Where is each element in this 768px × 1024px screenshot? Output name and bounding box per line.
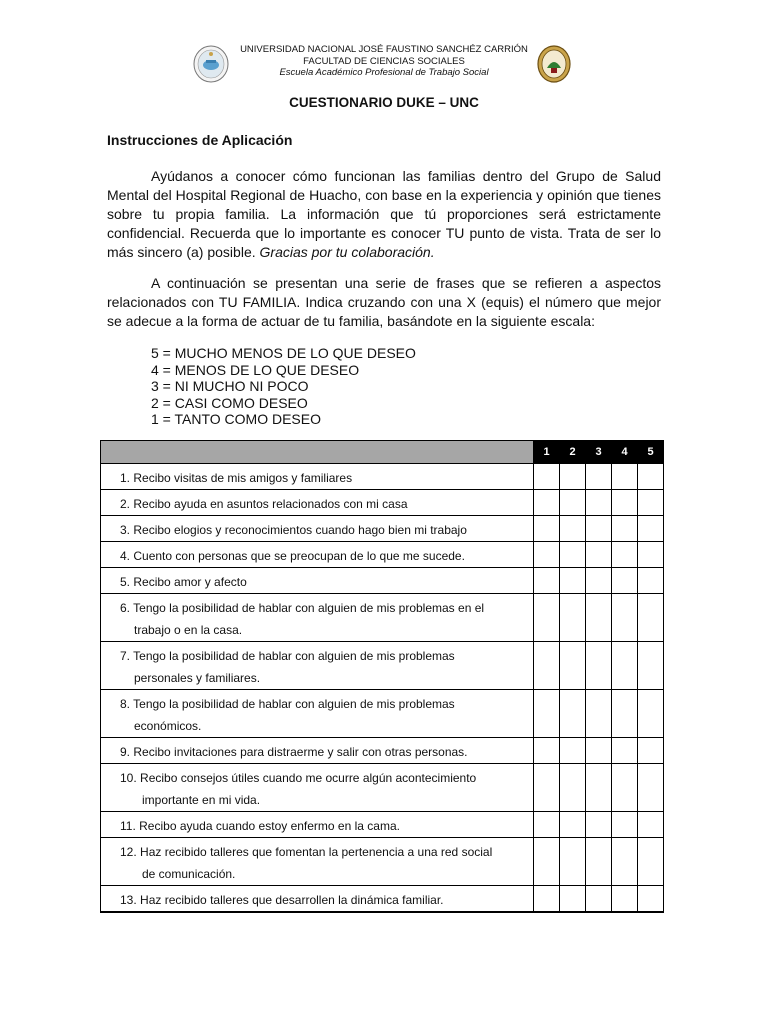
- question-line: [120, 597, 533, 619]
- column-header-4: 4: [612, 441, 638, 464]
- answer-cell-4[interactable]: [612, 490, 638, 516]
- answer-cell-5[interactable]: [638, 568, 664, 594]
- question-number: 2.: [120, 497, 131, 511]
- instructions-paragraph-2: [107, 274, 661, 331]
- question-line-1: Recibo ayuda en asuntos relacionados con mi casa: [133, 497, 408, 511]
- answer-cell-1[interactable]: [534, 490, 560, 516]
- question-line-2: económicos.: [134, 719, 202, 733]
- question-number: 13.: [120, 893, 137, 907]
- rating-scale: [151, 345, 416, 428]
- answer-cell-4[interactable]: [612, 516, 638, 542]
- school-name: Escuela Académico Profesional de Trabajo Social: [279, 67, 489, 78]
- table-row: [101, 764, 664, 812]
- table-row: [101, 738, 664, 764]
- answer-cell-4[interactable]: [612, 568, 638, 594]
- question-line: [120, 571, 533, 593]
- answer-cell-4[interactable]: [612, 886, 638, 913]
- question-cell: [101, 464, 534, 490]
- question-text: [101, 764, 533, 811]
- table-header-row: [101, 441, 664, 464]
- answer-cell-3[interactable]: [586, 738, 612, 764]
- question-text: [101, 690, 533, 737]
- question-number: 4.: [120, 549, 131, 563]
- answer-cell-3[interactable]: [586, 764, 612, 812]
- answer-cell-4[interactable]: [612, 642, 638, 690]
- answer-cell-4[interactable]: [612, 690, 638, 738]
- answer-cell-2[interactable]: [560, 594, 586, 642]
- scale-item: 2 = CASI COMO DESEO: [151, 394, 308, 411]
- question-line: [120, 741, 533, 763]
- question-line-2: de comunicación.: [142, 867, 236, 881]
- answer-cell-5[interactable]: [638, 516, 664, 542]
- answer-cell-5[interactable]: [638, 464, 664, 490]
- answer-cell-1[interactable]: [534, 812, 560, 838]
- paragraph-1-text: Ayúdanos a conocer cómo funcionan las familias dentro del Grupo de Salud Mental del Hospital Regional de Huacho, con base en la experiencia y opinión que tienes sobre tu propia familia. La información que tú proporciones será estrictamente confidencial. Recuerda que lo importante es conocer TU punto de vista. Trata de ser lo más sincero (a) posible.: [107, 168, 661, 260]
- instructions-paragraph-1: [107, 167, 661, 262]
- question-number: 11.: [120, 819, 136, 833]
- answer-cell-5[interactable]: [638, 490, 664, 516]
- question-line: [120, 467, 533, 489]
- answer-cell-3[interactable]: [586, 594, 612, 642]
- answer-cell-2[interactable]: [560, 812, 586, 838]
- table-row: [101, 490, 664, 516]
- university-name: UNIVERSIDAD NACIONAL JOSÉ FAUSTINO SANCHÉZ CARRIÓN: [240, 44, 528, 55]
- table-row: [101, 642, 664, 690]
- table-row: [101, 838, 664, 886]
- answer-cell-2[interactable]: [560, 568, 586, 594]
- question-line-2: importante en mi vida.: [142, 793, 261, 807]
- answer-cell-1[interactable]: [534, 542, 560, 568]
- answer-cell-4[interactable]: [612, 594, 638, 642]
- answer-cell-2[interactable]: [560, 764, 586, 812]
- question-cell: [101, 642, 534, 690]
- question-text: [101, 812, 533, 837]
- answer-cell-2[interactable]: [560, 642, 586, 690]
- answer-cell-5[interactable]: [638, 738, 664, 764]
- question-line-1: Tengo la posibilidad de hablar con alguien de mis problemas: [133, 697, 455, 711]
- question-number: 7.: [120, 649, 131, 663]
- table-row: [101, 812, 664, 838]
- answer-cell-2[interactable]: [560, 464, 586, 490]
- question-line: [120, 545, 533, 567]
- question-line: [120, 889, 533, 911]
- question-line: [120, 519, 533, 541]
- column-header-1: 1: [534, 441, 560, 464]
- scale-item: 4 = MENOS DE LO QUE DESEO: [151, 361, 360, 378]
- table-row: [101, 568, 664, 594]
- question-text: [101, 490, 533, 515]
- question-cell: [101, 886, 534, 913]
- question-line-1: Haz recibido talleres que desarrollen la dinámica familiar.: [140, 893, 444, 907]
- question-line-1: Haz recibido talleres que fomentan la pertenencia a una red social: [140, 845, 493, 859]
- answer-cell-2[interactable]: [560, 738, 586, 764]
- answer-cell-1[interactable]: [534, 690, 560, 738]
- question-line: [120, 815, 533, 837]
- answer-cell-3[interactable]: [586, 642, 612, 690]
- table-row: [101, 542, 664, 568]
- question-line-2: trabajo o en la casa.: [134, 623, 243, 637]
- answer-cell-1[interactable]: [534, 886, 560, 913]
- question-line: [120, 767, 533, 789]
- answer-cell-3[interactable]: [586, 812, 612, 838]
- answer-cell-3[interactable]: [586, 568, 612, 594]
- question-line: [120, 645, 533, 667]
- answer-cell-3[interactable]: [586, 838, 612, 886]
- question-number: 12.: [120, 845, 137, 859]
- question-cell: [101, 764, 534, 812]
- question-line-1: Recibo ayuda cuando estoy enfermo en la cama.: [139, 819, 400, 833]
- question-number: 5.: [120, 575, 131, 589]
- faculty-name: FACULTAD DE CIENCIAS SOCIALES: [303, 55, 465, 67]
- table-row: [101, 464, 664, 490]
- answer-cell-3[interactable]: [586, 516, 612, 542]
- question-line-1: Tengo la posibilidad de hablar con alguien de mis problemas en el: [133, 601, 485, 615]
- question-cell: [101, 594, 534, 642]
- section-title: Instrucciones de Aplicación: [107, 132, 293, 148]
- answer-cell-4[interactable]: [612, 738, 638, 764]
- question-line-1: Recibo visitas de mis amigos y familiares: [133, 471, 353, 485]
- answer-cell-5[interactable]: [638, 690, 664, 738]
- answer-cell-2[interactable]: [560, 516, 586, 542]
- question-number: 3.: [120, 523, 131, 537]
- question-line: [120, 841, 533, 863]
- answer-cell-5[interactable]: [638, 838, 664, 886]
- answer-cell-5[interactable]: [638, 642, 664, 690]
- answer-cell-2[interactable]: [560, 490, 586, 516]
- column-header-3: 3: [586, 441, 612, 464]
- question-text: [101, 464, 533, 489]
- answer-cell-4[interactable]: [612, 764, 638, 812]
- answer-cell-1[interactable]: [534, 642, 560, 690]
- question-text: [101, 838, 533, 885]
- question-text: [101, 886, 533, 911]
- question-line-1: Recibo amor y afecto: [133, 575, 247, 589]
- question-line-1: Tengo la posibilidad de hablar con alguien de mis problemas: [133, 649, 455, 663]
- answer-cell-5[interactable]: [638, 542, 664, 568]
- answer-cell-2[interactable]: [560, 886, 586, 913]
- answer-cell-5[interactable]: [638, 594, 664, 642]
- question-line: [120, 493, 533, 515]
- answer-cell-2[interactable]: [560, 542, 586, 568]
- table-row: [101, 594, 664, 642]
- question-text: [101, 642, 533, 689]
- scale-item: 5 = MUCHO MENOS DE LO QUE DESEO: [151, 345, 416, 361]
- question-cell: [101, 690, 534, 738]
- question-line-1: Recibo elogios y reconocimientos cuando hago bien mi trabajo: [133, 523, 467, 537]
- table-row: [101, 886, 664, 913]
- question-line-1: Recibo consejos útiles cuando me ocurre algún acontecimiento: [140, 771, 477, 785]
- header-blank-cell: [101, 441, 534, 464]
- question-text: [101, 516, 533, 541]
- answer-cell-3[interactable]: [586, 490, 612, 516]
- scale-item: 1 = TANTO COMO DESEO: [151, 411, 321, 427]
- answer-cell-3[interactable]: [586, 542, 612, 568]
- question-cell: [101, 568, 534, 594]
- question-cell: [101, 738, 534, 764]
- answer-cell-3[interactable]: [586, 690, 612, 738]
- question-text: [101, 542, 533, 567]
- answer-cell-4[interactable]: [612, 838, 638, 886]
- answer-cell-4[interactable]: [612, 464, 638, 490]
- question-number: 9.: [120, 745, 131, 759]
- answer-cell-4[interactable]: [612, 542, 638, 568]
- question-cell: [101, 838, 534, 886]
- question-number: 6.: [120, 601, 131, 615]
- question-text: [101, 738, 533, 763]
- question-line-1: Cuento con personas que se preocupan de lo que me sucede.: [133, 549, 465, 563]
- questionnaire-table: [100, 440, 664, 913]
- answer-cell-1[interactable]: [534, 838, 560, 886]
- scale-item: 3 = NI MUCHO NI POCO: [151, 378, 309, 394]
- answer-cell-1[interactable]: [534, 516, 560, 542]
- table-row: [101, 690, 664, 738]
- answer-cell-4[interactable]: [612, 812, 638, 838]
- question-text: [101, 568, 533, 593]
- question-cell: [101, 542, 534, 568]
- answer-cell-2[interactable]: [560, 838, 586, 886]
- answer-cell-1[interactable]: [534, 464, 560, 490]
- column-header-2: 2: [560, 441, 586, 464]
- answer-cell-1[interactable]: [534, 764, 560, 812]
- question-cell: [101, 812, 534, 838]
- paragraph-1-closing: Gracias por tu colaboración.: [259, 244, 435, 260]
- question-number: 10.: [120, 771, 137, 785]
- question-cell: [101, 516, 534, 542]
- document-header: [0, 44, 768, 79]
- answer-cell-3[interactable]: [586, 886, 612, 913]
- question-cell: [101, 490, 534, 516]
- answer-cell-1[interactable]: [534, 738, 560, 764]
- answer-cell-5[interactable]: [638, 812, 664, 838]
- document-title: CUESTIONARIO DUKE – UNC: [289, 95, 479, 110]
- answer-cell-1[interactable]: [534, 568, 560, 594]
- answer-cell-1[interactable]: [534, 594, 560, 642]
- question-line: [120, 693, 533, 715]
- column-header-5: 5: [638, 441, 664, 464]
- question-line-2: personales y familiares.: [134, 671, 261, 685]
- answer-cell-3[interactable]: [586, 464, 612, 490]
- question-text: [101, 594, 533, 641]
- question-number: 1.: [120, 471, 131, 485]
- answer-cell-5[interactable]: [638, 886, 664, 913]
- answer-cell-5[interactable]: [638, 764, 664, 812]
- question-line-1: Recibo invitaciones para distraerme y salir con otras personas.: [133, 745, 468, 759]
- table-row: [101, 516, 664, 542]
- answer-cell-2[interactable]: [560, 690, 586, 738]
- paragraph-2-text: A continuación se presentan una serie de frases que se refieren a aspectos relacionados con TU FAMILIA. Indica cruzando con una X (equis) el número que mejor se adecue a la forma de actuar de tu familia, basándote en la siguiente escala:: [107, 275, 661, 329]
- question-number: 8.: [120, 697, 131, 711]
